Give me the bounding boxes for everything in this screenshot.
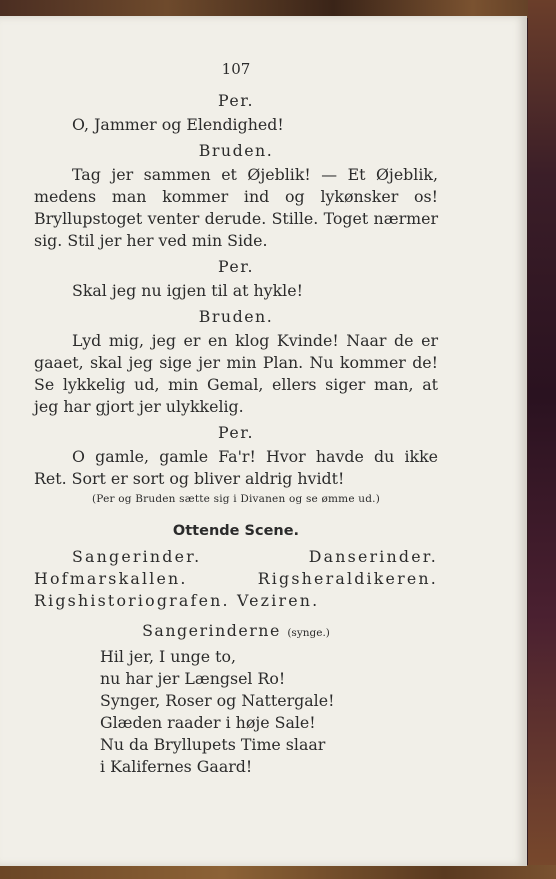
verse-line: Nu da Bryllupets Time slaar <box>100 735 326 754</box>
speaker-bruden: Bruden. <box>198 141 274 160</box>
song-speaker: Sangerinderne <box>142 621 281 640</box>
verse-line: i Kalifernes Gaard! <box>100 757 253 776</box>
cast-list: Sangerinder. Danserinder. Hofmarskallen. Rigsheraldikeren. Rigshistoriografen. Veziren. <box>34 547 438 610</box>
speaker-bruden: Bruden. <box>198 307 274 326</box>
dialogue-line: Tag jer sammen et Øjeblik! — Et Øjeblik, medens man kommer ind og lykønsker os! Bryllupstoget venter derude. Stille. Toget nærmer sig. Stil jer her ved min Side. <box>34 165 438 250</box>
dialogue-line: Skal jeg nu igjen til at hykle! <box>72 281 303 300</box>
book-cover-right-edge <box>528 0 556 879</box>
song-verse <box>100 646 438 778</box>
verse-line: Hil jer, I unge to, <box>100 647 236 666</box>
speaker-per: Per. <box>217 257 255 276</box>
song-heading <box>34 620 438 644</box>
verse-line: nu har jer Længsel Ro! <box>100 669 286 688</box>
scene-heading: Ottende Scene. <box>172 523 300 539</box>
stage-direction: (Per og Bruden sætte sig i Divanen og se ømme ud.) <box>92 493 380 505</box>
speaker-per: Per. <box>217 423 255 442</box>
page-text <box>34 58 438 778</box>
verse-line: Glæden raader i høje Sale! <box>100 713 316 732</box>
book-cover-bottom-edge <box>0 865 556 879</box>
song-direction: (synge.) <box>287 627 330 639</box>
verse-line: Synger, Roser og Nattergale! <box>100 691 335 710</box>
dialogue-line: Lyd mig, jeg er en klog Kvinde! Naar de er gaaet, skal jeg sige jer min Plan. Nu kommer de! Se lykkelig ud, min Gemal, ellers siger man, at jeg har gjort jer ulykkelig. <box>34 331 438 416</box>
speaker-per: Per. <box>217 91 255 110</box>
dialogue-line: O gamle, gamle Fa'r! Hvor havde du ikke Ret. Sort er sort og bliver aldrig hvidt! <box>34 447 438 488</box>
dialogue-line: O, Jammer og Elendighed! <box>72 115 284 134</box>
book-page <box>0 16 527 866</box>
page-number: 107 <box>221 60 251 78</box>
